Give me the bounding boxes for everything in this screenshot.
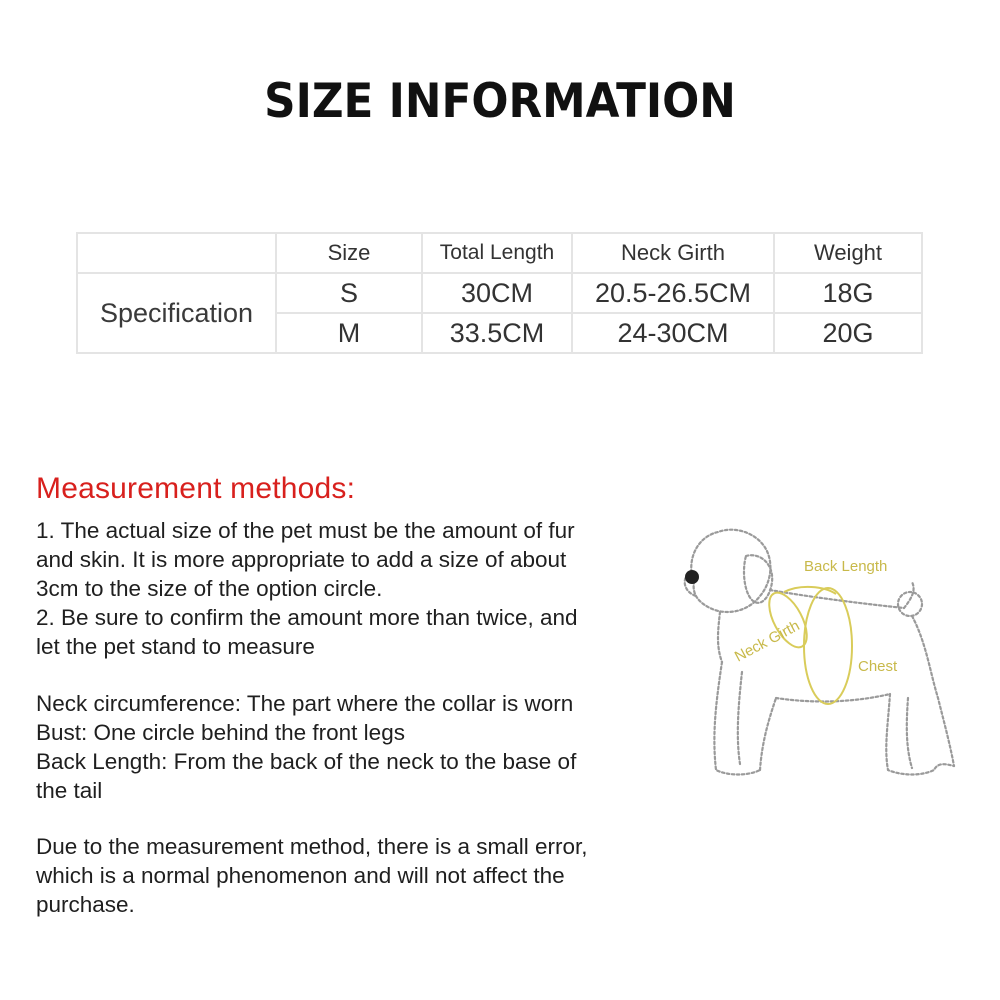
- table-cell-total-length: 30CM: [422, 273, 572, 313]
- table-cell-size: S: [276, 273, 422, 313]
- measurement-heading: Measurement methods:: [36, 472, 356, 505]
- page-title: SIZE INFORMATION: [264, 74, 736, 129]
- text-line: 3cm to the size of the option circle.: [36, 576, 383, 601]
- dog-measurement-diagram: [676, 512, 976, 802]
- table-cell-size: M: [276, 313, 422, 353]
- text-line: Neck circumference: The part where the collar is worn: [36, 691, 574, 716]
- table-header-row: [77, 233, 922, 273]
- table-cell-total-length: 33.5CM: [422, 313, 572, 353]
- text-line: Due to the measurement method, there is a small error,: [36, 834, 588, 859]
- table-header-cell: Total Length: [422, 233, 572, 273]
- table-row: [77, 273, 922, 313]
- text-line: which is a normal phenomenon and will not affect the: [36, 863, 565, 888]
- text-line: let the pet stand to measure: [36, 634, 315, 659]
- measurement-note: [36, 832, 676, 919]
- text-line: 1. The actual size of the pet must be the amount of fur: [36, 518, 575, 543]
- text-line: the tail: [36, 778, 103, 803]
- measurement-instructions: [36, 516, 676, 661]
- size-table: [76, 232, 923, 354]
- text-line: Bust: One circle behind the front legs: [36, 720, 405, 745]
- dog-nose-icon: [685, 570, 699, 584]
- row-label-specification: Specification: [77, 273, 276, 353]
- text-line: Back Length: From the back of the neck to the base of: [36, 749, 577, 774]
- text-line: 2. Be sure to confirm the amount more than twice, and: [36, 605, 578, 630]
- measurement-definitions: [36, 689, 676, 805]
- table-header-cell: Neck Girth: [572, 233, 774, 273]
- back-length-label: Back Length: [804, 558, 888, 575]
- table-cell-neck-girth: 24-30CM: [572, 313, 774, 353]
- text-line: purchase.: [36, 892, 135, 917]
- text-line: and skin. It is more appropriate to add a size of about: [36, 547, 567, 572]
- table-cell-weight: 18G: [774, 273, 922, 313]
- table-header-cell: Weight: [774, 233, 922, 273]
- table-cell-neck-girth: 20.5-26.5CM: [572, 273, 774, 313]
- table-header-cell: Size: [276, 233, 422, 273]
- table-header-cell: [77, 233, 276, 273]
- chest-label: Chest: [858, 658, 898, 675]
- neck-girth-label: Neck Girth: [731, 617, 803, 666]
- chest-loop: [804, 588, 852, 704]
- table-cell-weight: 20G: [774, 313, 922, 353]
